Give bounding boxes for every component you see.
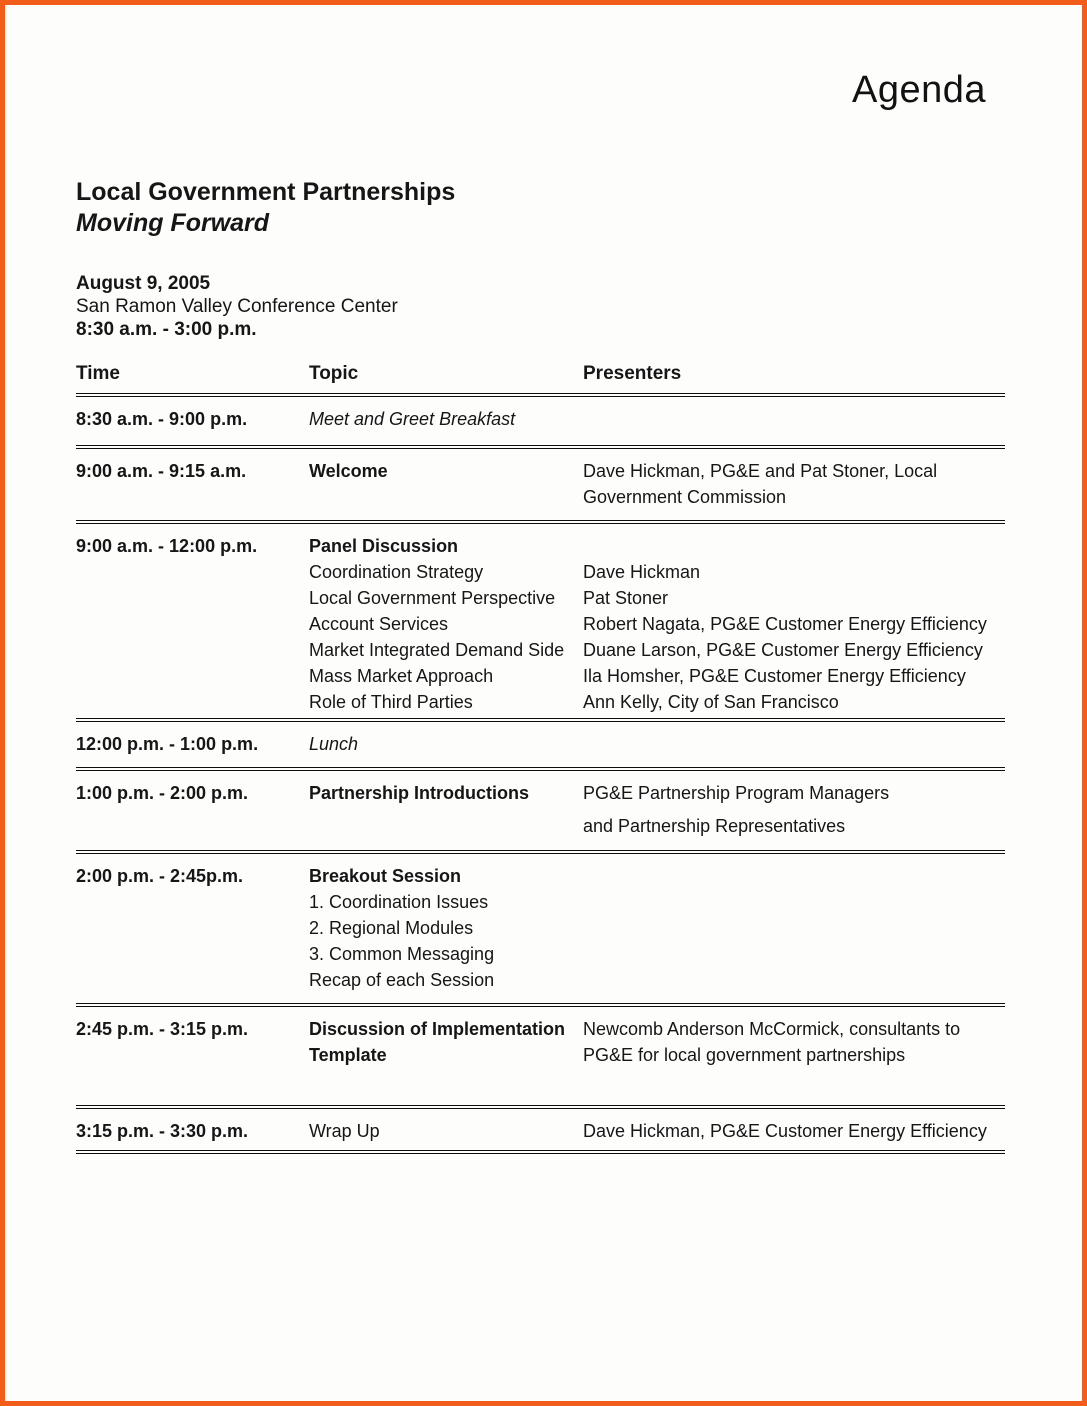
topic-cell: Local Government Perspective — [309, 588, 556, 608]
presenter-cell: Robert Nagata, PG&E Customer Energy Efficiency — [583, 614, 987, 634]
event-meta — [76, 272, 455, 341]
table-row — [76, 718, 1005, 767]
topic-cell: Partnership Introductions — [309, 783, 530, 803]
doc-title: Local Government Partnerships — [76, 178, 456, 206]
presenter-cell: PG&E Partnership Program Managers — [583, 783, 890, 803]
topic-cell: Template — [309, 1045, 387, 1065]
presenter-cell: Newcomb Anderson McCormick, consultants to — [583, 1019, 961, 1039]
topic-cell: Discussion of Implementation — [309, 1019, 566, 1039]
presenter-cell: PG&E for local government partnerships — [583, 1045, 906, 1065]
time-cell: 9:00 a.m. - 9:15 a.m. — [76, 461, 247, 481]
column-header-time: Time — [76, 363, 121, 384]
topic-cell: Panel Discussion — [309, 536, 459, 556]
topic-cell: Lunch — [309, 734, 359, 754]
topic-cell: Account Services — [309, 614, 449, 634]
presenter-cell: Ila Homsher, PG&E Customer Energy Efficiency — [583, 666, 966, 686]
time-cell: 1:00 p.m. - 2:00 p.m. — [76, 783, 249, 803]
presenter-cell: Government Commission — [583, 487, 787, 507]
event-venue: San Ramon Valley Conference Center — [76, 296, 398, 317]
column-header-topic: Topic — [309, 363, 359, 384]
table-header-row — [76, 363, 1005, 393]
table-row — [76, 520, 1005, 718]
time-cell: 3:15 p.m. - 3:30 p.m. — [76, 1121, 249, 1141]
table-row — [76, 1003, 1005, 1105]
presenter-cell: Ann Kelly, City of San Francisco — [583, 692, 839, 712]
presenter-cell: Dave Hickman, PG&E and Pat Stoner, Local — [583, 461, 938, 481]
topic-cell: Breakout Session — [309, 866, 462, 886]
topic-cell: 2. Regional Modules — [309, 918, 474, 938]
time-cell: 12:00 p.m. - 1:00 p.m. — [76, 734, 259, 754]
presenter-cell: Dave Hickman — [583, 562, 701, 582]
presenter-cell: and Partnership Representatives — [583, 816, 846, 836]
topic-cell: Coordination Strategy — [309, 562, 484, 582]
time-cell: 8:30 a.m. - 9:00 p.m. — [76, 409, 248, 429]
presenter-cell: Dave Hickman, PG&E Customer Energy Efficiency — [583, 1121, 987, 1141]
topic-cell: Meet and Greet Breakfast — [309, 409, 516, 429]
topic-cell: Role of Third Parties — [309, 692, 473, 712]
topic-cell: Welcome — [309, 461, 388, 481]
topic-cell: Mass Market Approach — [309, 666, 494, 686]
event-hours: 8:30 a.m. - 3:00 p.m. — [76, 319, 257, 340]
agenda-table — [76, 363, 1005, 1154]
page-title: Agenda — [851, 69, 986, 111]
topic-cell: Market Integrated Demand Side — [309, 640, 565, 660]
table-row — [76, 850, 1005, 1003]
time-cell: 9:00 a.m. - 12:00 p.m. — [76, 536, 258, 556]
topic-cell: 1. Coordination Issues — [309, 892, 489, 912]
presenter-cell: Duane Larson, PG&E Customer Energy Efficiency — [583, 640, 983, 660]
column-header-presenters: Presenters — [583, 363, 682, 384]
event-date: August 9, 2005 — [76, 273, 211, 294]
table-row — [76, 1105, 1005, 1154]
presenter-cell: Pat Stoner — [583, 588, 669, 608]
table-row — [76, 393, 1005, 445]
topic-cell: Wrap Up — [309, 1121, 380, 1141]
doc-subtitle: Moving Forward — [76, 209, 270, 237]
time-cell: 2:45 p.m. - 3:15 p.m. — [76, 1019, 249, 1039]
presenter-cell — [583, 406, 1005, 432]
document-header — [76, 177, 455, 341]
table-row — [76, 767, 1005, 850]
topic-cell: Recap of each Session — [309, 970, 495, 990]
time-cell: 2:00 p.m. - 2:45p.m. — [76, 866, 244, 886]
topic-cell: 3. Common Messaging — [309, 944, 495, 964]
table-row — [76, 445, 1005, 520]
